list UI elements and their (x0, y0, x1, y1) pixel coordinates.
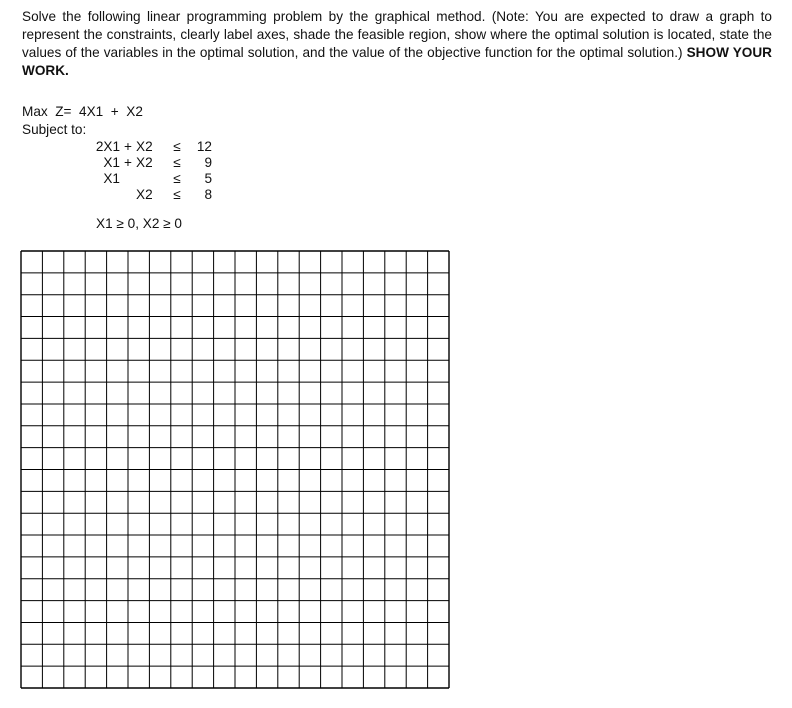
constraint-term-1: 2X1 (95, 139, 120, 154)
instructions-text: Solve the following linear programming problem by the graphical method. (Note: You are expected to draw a graph to represent the constraints, clearly label axes, shade the feasible region, show where the optimal solution is located, state the values of the variables in the optimal solution, and the value of the objective function for the optimal solution.) (22, 9, 772, 60)
constraint-term-1: X1 (103, 155, 120, 170)
subject-to-label: Subject to: (22, 122, 87, 137)
constraint-operator: + (124, 155, 132, 170)
instructions-emphasis: SHOW YOUR WORK. (22, 45, 773, 78)
constraint-relation: ≤ (173, 171, 181, 186)
constraint-operator (120, 171, 136, 187)
constraint-rhs: 9 (204, 155, 212, 170)
constraint-term-2 (136, 171, 166, 187)
constraint-term-2: X2 (136, 187, 153, 202)
constraint-operator (120, 187, 136, 203)
constraint-relation: ≤ (173, 155, 181, 170)
constraint-rhs: 8 (204, 187, 212, 202)
constraint-row (85, 139, 212, 155)
constraint-term-1: X1 (103, 171, 120, 186)
graph-paper-grid (20, 250, 450, 690)
constraint-operator: + (124, 139, 132, 154)
objective-function: Max Z= 4X1 + X2 (22, 104, 143, 119)
constraint-row (85, 187, 212, 203)
constraints-table (85, 139, 212, 203)
constraint-rhs: 12 (196, 139, 212, 154)
constraint-rhs: 5 (204, 171, 212, 186)
constraint-term-2: X2 (136, 139, 153, 154)
constraint-row (85, 155, 212, 171)
constraint-term-2: X2 (136, 155, 153, 170)
nonnegativity-constraint: X1 ≥ 0, X2 ≥ 0 (96, 216, 182, 231)
constraint-term-1 (85, 187, 120, 203)
instructions (22, 8, 772, 80)
constraint-row (85, 171, 212, 187)
constraint-relation: ≤ (173, 187, 181, 202)
constraint-relation: ≤ (173, 139, 181, 154)
